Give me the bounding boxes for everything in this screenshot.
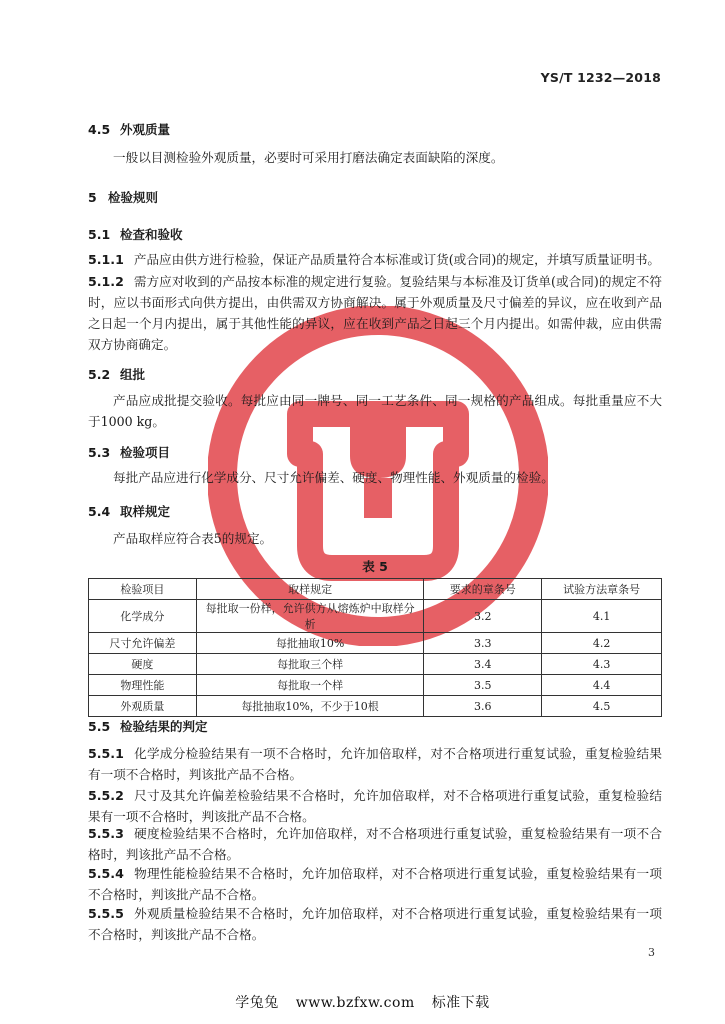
table-cell: 物理性能 (89, 675, 197, 696)
footer-url[interactable]: www.bzfxw.com (295, 995, 415, 1011)
table-cell: 每批取一个样 (196, 675, 424, 696)
section-number: 5.4 (88, 504, 111, 519)
table-cell: 4.1 (542, 600, 662, 633)
section-number: 5 (88, 190, 97, 205)
section-heading (88, 443, 170, 461)
section-heading (88, 365, 145, 383)
footer-site-name: 学兔兔 (235, 995, 279, 1011)
clause-text: 硬度检验结果不合格时，允许加倍取样，对不合格项进行重复试验，重复检验结果有一项不合格时，判该批产品不合格。 (88, 826, 662, 862)
section-title: 取样规定 (120, 504, 171, 519)
clause-paragraph (88, 863, 662, 905)
table-cell: 3.6 (424, 696, 542, 717)
table-cell: 4.4 (542, 675, 662, 696)
table-cell: 每批取一份样，允许供方从熔炼炉中取样分析 (196, 600, 424, 633)
table-cell: 每批取三个样 (196, 654, 424, 675)
table-cell: 3.3 (424, 633, 542, 654)
clause-number: 5.5.4 (88, 866, 124, 881)
clause-number: 5.1.1 (88, 252, 124, 267)
table-cell: 3.2 (424, 600, 542, 633)
clause-number: 5.1.2 (88, 274, 124, 289)
footer (0, 992, 725, 1012)
table-title: 表 5 (362, 559, 388, 574)
table-cell: 3.4 (424, 654, 542, 675)
clause-paragraph (88, 785, 662, 827)
section-number: 5.2 (88, 367, 111, 382)
table-cell: 每批抽取10% (196, 633, 424, 654)
paragraph: 产品应成批提交验收。每批应由同一牌号、同一工艺条件、同一规格的产品组成。每批重量应不大于1000 kg。 (88, 393, 662, 429)
section-heading (88, 717, 208, 735)
table-cell: 4.3 (542, 654, 662, 675)
clause-text: 物理性能检验结果不合格时，允许加倍取样，对不合格项进行重复试验，重复检验结果有一项不合格时，判该批产品不合格。 (88, 866, 662, 902)
table-cell: 硬度 (89, 654, 197, 675)
table-header-cell: 试验方法章条号 (542, 579, 662, 600)
standard-code: YS/T 1232—2018 (540, 70, 661, 85)
paragraph: 一般以目测检验外观质量，必要时可采用打磨法确定表面缺陷的深度。 (113, 150, 504, 165)
table-cell: 3.5 (424, 675, 542, 696)
clause-text: 需方应对收到的产品按本标准的规定进行复验。复验结果与本标准及订货单(或合同)的规定不符时，应以书面形式向供方提出，由供需双方协商解决。属于外观质量及尺寸偏差的异议，应在收到产品之日起一个月内提出，属于其他性能的异议，应在收到产品之日起三个月内提出。如需仲裁，应由供需双方协商确定。 (88, 274, 662, 352)
table-header-cell: 要求的章条号 (424, 579, 542, 600)
table-row (89, 600, 662, 633)
clause-text: 外观质量检验结果不合格时，允许加倍取样，对不合格项进行重复试验，重复检验结果有一项不合格时，判该批产品不合格。 (88, 906, 662, 942)
section-heading (88, 188, 158, 206)
table-cell: 4.2 (542, 633, 662, 654)
section-heading (88, 120, 170, 138)
table-row (89, 633, 662, 654)
clause-number: 5.5.5 (88, 906, 124, 921)
section-title: 外观质量 (120, 122, 171, 137)
section-heading (88, 502, 170, 520)
table-header-cell: 取样规定 (196, 579, 424, 600)
section-number: 5.3 (88, 445, 111, 460)
clause-text: 化学成分检验结果有一项不合格时，允许加倍取样，对不合格项进行重复试验，重复检验结果有一项不合格时，判该批产品不合格。 (88, 746, 662, 782)
section-title: 组批 (120, 367, 146, 382)
clause-paragraph (88, 271, 662, 355)
clause-paragraph (88, 823, 662, 865)
section-title: 检验项目 (120, 445, 171, 460)
clause-number: 5.5.2 (88, 788, 124, 803)
table-cell: 4.5 (542, 696, 662, 717)
table-row (89, 675, 662, 696)
table-cell: 化学成分 (89, 600, 197, 633)
table-header-cell: 检验项目 (89, 579, 197, 600)
section-title: 检查和验收 (120, 227, 183, 242)
footer-tagline: 标准下载 (431, 995, 490, 1011)
section-heading (88, 225, 183, 243)
section-title: 检验结果的判定 (120, 719, 208, 734)
clause-text: 尺寸及其允许偏差检验结果不合格时，允许加倍取样，对不合格项进行重复试验，重复检验结果有一项不合格时，判该批产品不合格。 (88, 788, 662, 824)
page-number: 3 (648, 946, 655, 959)
paragraph: 产品取样应符合表5的规定。 (113, 531, 273, 546)
section-number: 5.5 (88, 719, 111, 734)
section-title: 检验规则 (108, 190, 159, 205)
clause-text: 产品应由供方进行检验，保证产品质量符合本标准或订货(或合同)的规定，并填写质量证明书。 (133, 252, 661, 267)
table-header-row (89, 579, 662, 600)
clause-paragraph (88, 249, 662, 270)
table-row (89, 696, 662, 717)
sampling-table (88, 578, 662, 717)
table-cell: 每批抽取10%，不少于10根 (196, 696, 424, 717)
table-row (89, 654, 662, 675)
section-number: 5.1 (88, 227, 111, 242)
clause-number: 5.5.3 (88, 826, 124, 841)
clause-number: 5.5.1 (88, 746, 124, 761)
clause-paragraph (88, 743, 662, 785)
table-cell: 尺寸允许偏差 (89, 633, 197, 654)
clause-paragraph (88, 903, 662, 945)
table-cell: 外观质量 (89, 696, 197, 717)
section-number: 4.5 (88, 122, 111, 137)
paragraph: 每批产品应进行化学成分、尺寸允许偏差、硬度、物理性能、外观质量的检验。 (113, 470, 554, 485)
